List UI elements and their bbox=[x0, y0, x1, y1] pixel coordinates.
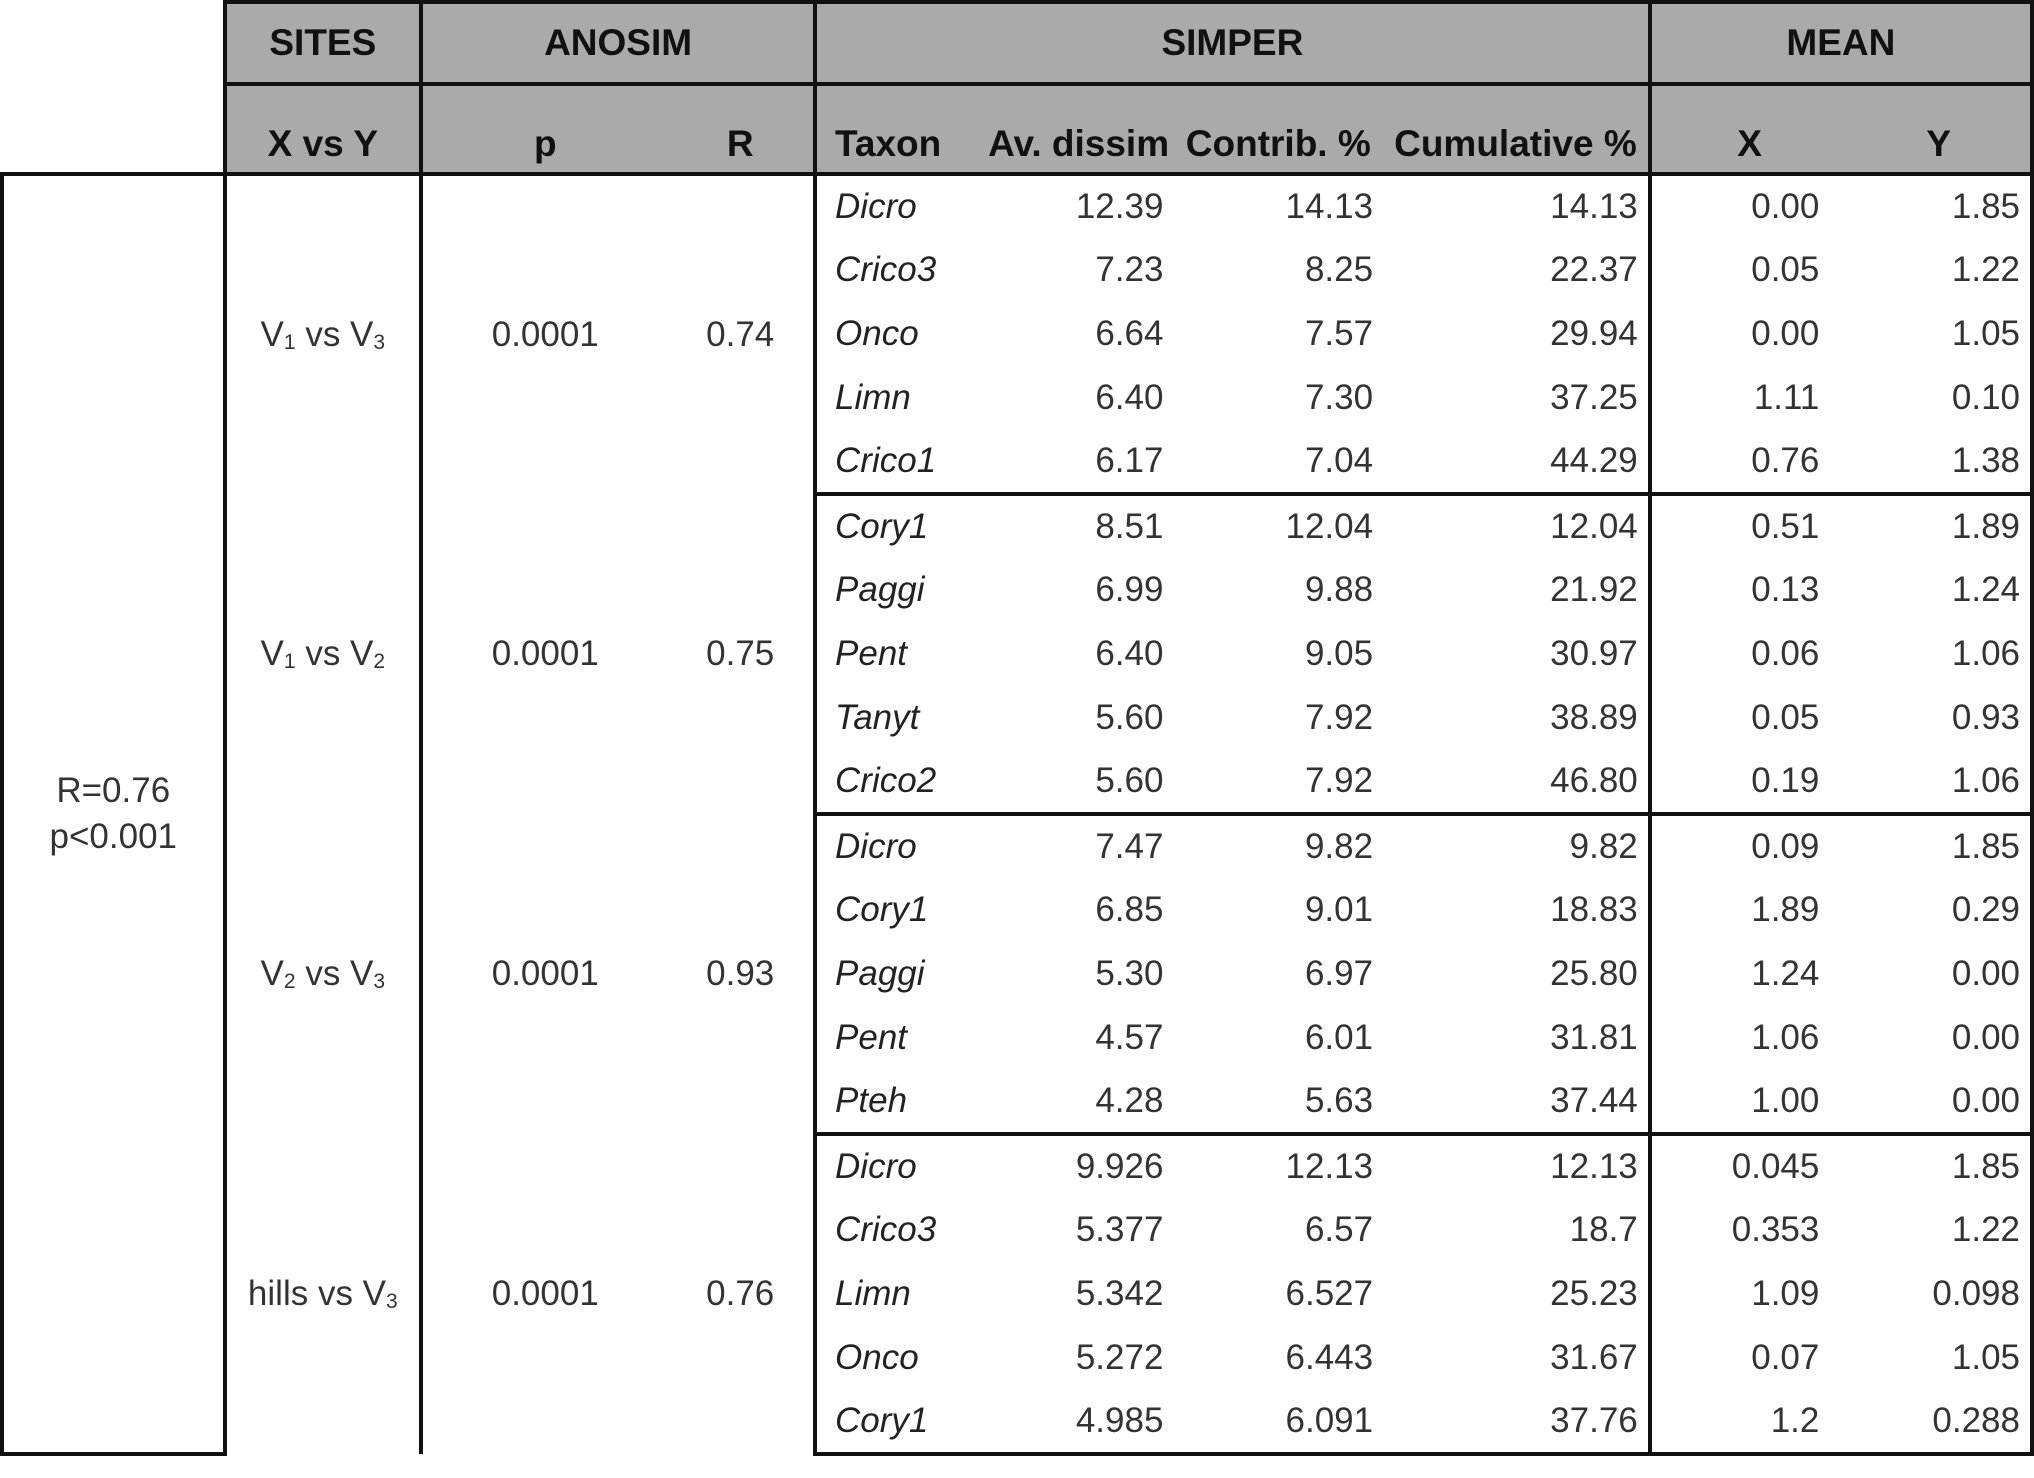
header-cumulative: Cumulative % bbox=[1383, 84, 1650, 174]
table-row bbox=[2, 174, 2032, 238]
cell-mean-x: 1.11 bbox=[1753, 378, 1820, 417]
cell-mean-x: 0.51 bbox=[1751, 507, 1820, 546]
cell-cumulative: 22.37 bbox=[1383, 238, 1650, 302]
cell-mean-x: 0.00 bbox=[1751, 187, 1820, 226]
cell-mean-y: 0.10 bbox=[1847, 366, 2032, 430]
site-vs: vs bbox=[295, 954, 351, 993]
cell-cumulative: 31.67 bbox=[1383, 1326, 1650, 1390]
cell-mean-y: 1.24 bbox=[1847, 558, 2032, 622]
cell-taxon: Pent bbox=[815, 622, 984, 686]
anosim-p: 0.0001 bbox=[421, 814, 667, 1134]
cell-mean-x: 0.19 bbox=[1650, 750, 1848, 814]
cell-av-dissim: 12.39 bbox=[1075, 187, 1164, 226]
cell-mean-x: 1.89 bbox=[1751, 890, 1820, 929]
cell-av-dissim: 7.47 bbox=[1095, 827, 1164, 866]
cell-taxon: Onco bbox=[815, 1326, 984, 1390]
cell-mean-x: 0.07 bbox=[1751, 1338, 1820, 1377]
cell-av-dissim: 4.28 bbox=[984, 1070, 1174, 1134]
cell-av-dissim: 6.40 bbox=[1095, 378, 1164, 417]
anosim-r: 0.74 bbox=[667, 174, 815, 494]
cell-cumulative: 37.44 bbox=[1383, 1070, 1650, 1134]
overall-stats bbox=[2, 174, 225, 1454]
site-b: V bbox=[350, 954, 374, 993]
cell-taxon: Cory1 bbox=[815, 878, 984, 942]
cell-cumulative: 18.7 bbox=[1383, 1198, 1650, 1262]
cell-cumulative: 46.80 bbox=[1383, 750, 1650, 814]
cell-mean-y: 1.85 bbox=[1847, 1134, 2032, 1198]
corner-blank bbox=[2, 2, 225, 84]
cell-cumulative: 14.13 bbox=[1383, 174, 1650, 238]
header-anosim: ANOSIM bbox=[421, 2, 815, 84]
cell-taxon: Tanyt bbox=[815, 686, 984, 750]
cell-av-dissim: 5.342 bbox=[1075, 1274, 1164, 1313]
cell-cumulative: 12.13 bbox=[1383, 1134, 1650, 1198]
overall-p: p<0.001 bbox=[49, 817, 178, 856]
site-b-sub: 2 bbox=[373, 650, 386, 673]
cell-mean-x: 1.09 bbox=[1751, 1274, 1820, 1313]
cell-cumulative: 31.81 bbox=[1383, 1006, 1650, 1070]
cell-av-dissim: 5.377 bbox=[1075, 1210, 1164, 1249]
header-x-vs-y: X vs Y bbox=[225, 84, 422, 174]
cell-av-dissim: 6.17 bbox=[984, 430, 1174, 494]
cell-cumulative: 44.29 bbox=[1383, 430, 1650, 494]
cell-av-dissim: 4.985 bbox=[984, 1390, 1174, 1454]
site-a: V bbox=[260, 315, 284, 354]
cell-mean-x: 0.09 bbox=[1751, 827, 1820, 866]
cell-av-dissim: 5.60 bbox=[1095, 698, 1164, 737]
site-comparison bbox=[225, 494, 422, 814]
cell-taxon: Paggi bbox=[815, 558, 984, 622]
anosim-p: 0.0001 bbox=[421, 1134, 667, 1454]
cell-taxon: Cory1 bbox=[815, 494, 984, 558]
cell-av-dissim: 6.85 bbox=[1095, 890, 1164, 929]
cell-taxon: Dicro bbox=[815, 174, 984, 238]
cell-mean-x: 0.06 bbox=[1751, 634, 1820, 673]
cell-mean-x: 1.06 bbox=[1751, 1018, 1820, 1057]
site-comparison bbox=[225, 814, 422, 1134]
cell-taxon: Pent bbox=[815, 1006, 984, 1070]
table-row bbox=[2, 494, 2032, 558]
cell-mean-y: 0.00 bbox=[1847, 1070, 2032, 1134]
cell-cumulative: 37.76 bbox=[1383, 1390, 1650, 1454]
header-av-dissim: Av. dissim bbox=[984, 84, 1174, 174]
site-a-sub: 1 bbox=[283, 650, 296, 673]
cell-contrib: 6.97 bbox=[1304, 954, 1374, 993]
cell-av-dissim: 5.272 bbox=[1075, 1338, 1164, 1377]
cell-taxon: Limn bbox=[815, 366, 984, 430]
cell-contrib: 14.13 bbox=[1285, 187, 1374, 226]
cell-mean-x: 0.76 bbox=[1650, 430, 1848, 494]
cell-contrib: 7.92 bbox=[1304, 698, 1374, 737]
cell-contrib: 9.88 bbox=[1304, 570, 1374, 609]
cell-mean-x: 0.05 bbox=[1751, 250, 1820, 289]
cell-taxon: Cory1 bbox=[815, 1390, 984, 1454]
cell-mean-x: 0.05 bbox=[1751, 698, 1820, 737]
cell-mean-y: 1.06 bbox=[1847, 622, 2032, 686]
site-b: V bbox=[362, 1274, 387, 1313]
cell-taxon: Paggi bbox=[815, 942, 984, 1006]
cell-mean-y: 0.93 bbox=[1847, 686, 2032, 750]
anosim-r: 0.76 bbox=[667, 1134, 815, 1454]
cell-av-dissim: 6.99 bbox=[1095, 570, 1164, 609]
cell-mean-y: 1.06 bbox=[1847, 750, 2032, 814]
cell-mean-x: 0.00 bbox=[1751, 314, 1820, 353]
cell-cumulative: 37.25 bbox=[1383, 366, 1650, 430]
site-b-sub: 3 bbox=[373, 331, 386, 354]
site-a: hills bbox=[247, 1274, 309, 1313]
cell-contrib: 9.05 bbox=[1304, 634, 1374, 673]
cell-contrib: 6.091 bbox=[1173, 1390, 1383, 1454]
site-comparison bbox=[225, 1134, 422, 1454]
cell-contrib: 6.443 bbox=[1285, 1338, 1374, 1377]
corner-blank-2 bbox=[2, 84, 225, 174]
header-contrib: Contrib. % bbox=[1173, 84, 1383, 174]
cell-taxon: Crico2 bbox=[815, 750, 984, 814]
site-a-sub: 1 bbox=[283, 331, 296, 354]
site-vs: vs bbox=[308, 1274, 363, 1313]
site-b: V bbox=[350, 315, 374, 354]
cell-cumulative: 38.89 bbox=[1383, 686, 1650, 750]
cell-mean-y: 1.85 bbox=[1847, 814, 2032, 878]
cell-contrib: 8.25 bbox=[1304, 250, 1374, 289]
cell-cumulative: 30.97 bbox=[1383, 622, 1650, 686]
cell-contrib: 6.527 bbox=[1285, 1274, 1374, 1313]
cell-contrib: 7.92 bbox=[1173, 750, 1383, 814]
cell-cumulative: 9.82 bbox=[1383, 814, 1650, 878]
table-row bbox=[2, 814, 2032, 878]
site-vs: vs bbox=[295, 315, 351, 354]
cell-mean-y: 1.05 bbox=[1847, 1326, 2032, 1390]
cell-mean-y: 0.00 bbox=[1847, 1006, 2032, 1070]
cell-contrib: 5.63 bbox=[1173, 1070, 1383, 1134]
cell-av-dissim: 7.23 bbox=[1095, 250, 1164, 289]
cell-mean-x: 0.353 bbox=[1731, 1210, 1820, 1249]
cell-av-dissim: 5.30 bbox=[1095, 954, 1164, 993]
cell-contrib: 7.30 bbox=[1304, 378, 1374, 417]
cell-av-dissim: 6.64 bbox=[1095, 314, 1164, 353]
header-p: p bbox=[421, 84, 667, 174]
cell-contrib: 7.57 bbox=[1304, 314, 1374, 353]
cell-mean-x: 0.045 bbox=[1731, 1147, 1820, 1186]
cell-cumulative: 18.83 bbox=[1383, 878, 1650, 942]
cell-mean-y: 1.22 bbox=[1847, 238, 2032, 302]
cell-taxon: Dicro bbox=[815, 814, 984, 878]
table-body bbox=[2, 174, 2032, 1454]
cell-cumulative: 25.23 bbox=[1383, 1262, 1650, 1326]
cell-av-dissim: 5.60 bbox=[984, 750, 1174, 814]
site-vs: vs bbox=[295, 634, 351, 673]
cell-contrib: 7.04 bbox=[1173, 430, 1383, 494]
cell-av-dissim: 8.51 bbox=[1095, 507, 1164, 546]
cell-av-dissim: 6.40 bbox=[1095, 634, 1164, 673]
header-simper: SIMPER bbox=[815, 2, 1650, 84]
cell-mean-y: 0.098 bbox=[1847, 1262, 2032, 1326]
cell-contrib: 9.01 bbox=[1304, 890, 1374, 929]
cell-mean-y: 0.29 bbox=[1847, 878, 2032, 942]
cell-cumulative: 21.92 bbox=[1383, 558, 1650, 622]
cell-taxon: Crico1 bbox=[815, 430, 984, 494]
cell-contrib: 12.04 bbox=[1285, 507, 1374, 546]
cell-taxon: Crico3 bbox=[815, 238, 984, 302]
cell-mean-y: 1.05 bbox=[1847, 302, 2032, 366]
cell-mean-y: 1.22 bbox=[1847, 1198, 2032, 1262]
site-b: V bbox=[350, 634, 374, 673]
header-r: R bbox=[667, 84, 815, 174]
cell-mean-y: 1.85 bbox=[1847, 174, 2032, 238]
cell-contrib: 6.01 bbox=[1304, 1018, 1374, 1057]
cell-mean-y: 1.89 bbox=[1847, 494, 2032, 558]
cell-cumulative: 12.04 bbox=[1383, 494, 1650, 558]
cell-taxon: Pteh bbox=[815, 1070, 984, 1134]
cell-cumulative: 29.94 bbox=[1383, 302, 1650, 366]
site-a-sub: 2 bbox=[283, 970, 296, 993]
site-a: V bbox=[260, 954, 284, 993]
cell-av-dissim: 4.57 bbox=[1095, 1018, 1164, 1057]
cell-mean-x: 1.00 bbox=[1650, 1070, 1848, 1134]
cell-mean-x: 1.24 bbox=[1751, 954, 1820, 993]
site-b-sub: 3 bbox=[373, 970, 386, 993]
header-sites: SITES bbox=[225, 2, 422, 84]
header-mean-x: X bbox=[1650, 84, 1848, 174]
cell-mean-y: 0.288 bbox=[1847, 1390, 2032, 1454]
cell-cumulative: 25.80 bbox=[1383, 942, 1650, 1006]
header-taxon: Taxon bbox=[815, 84, 984, 174]
cell-contrib: 9.82 bbox=[1304, 827, 1374, 866]
cell-av-dissim: 9.926 bbox=[1075, 1147, 1164, 1186]
header-mean-y: Y bbox=[1847, 84, 2032, 174]
anosim-r: 0.93 bbox=[667, 814, 815, 1134]
cell-mean-y: 0.00 bbox=[1847, 942, 2032, 1006]
cell-mean-y: 1.38 bbox=[1847, 430, 2032, 494]
site-comparison bbox=[225, 174, 422, 494]
anosim-p: 0.0001 bbox=[421, 174, 667, 494]
overall-r: R=0.76 bbox=[56, 771, 171, 810]
header-mean: MEAN bbox=[1650, 2, 2032, 84]
anosim-p: 0.0001 bbox=[421, 494, 667, 814]
cell-mean-x: 0.13 bbox=[1751, 570, 1820, 609]
cell-contrib: 6.57 bbox=[1304, 1210, 1374, 1249]
site-b-sub: 3 bbox=[386, 1290, 398, 1313]
table-row bbox=[2, 1134, 2032, 1198]
cell-taxon: Crico3 bbox=[815, 1198, 984, 1262]
anosim-r: 0.75 bbox=[667, 494, 815, 814]
cell-mean-x: 1.2 bbox=[1650, 1390, 1848, 1454]
site-a: V bbox=[260, 634, 284, 673]
cell-taxon: Dicro bbox=[815, 1134, 984, 1198]
cell-taxon: Limn bbox=[815, 1262, 984, 1326]
cell-taxon: Onco bbox=[815, 302, 984, 366]
cell-contrib: 12.13 bbox=[1285, 1147, 1374, 1186]
